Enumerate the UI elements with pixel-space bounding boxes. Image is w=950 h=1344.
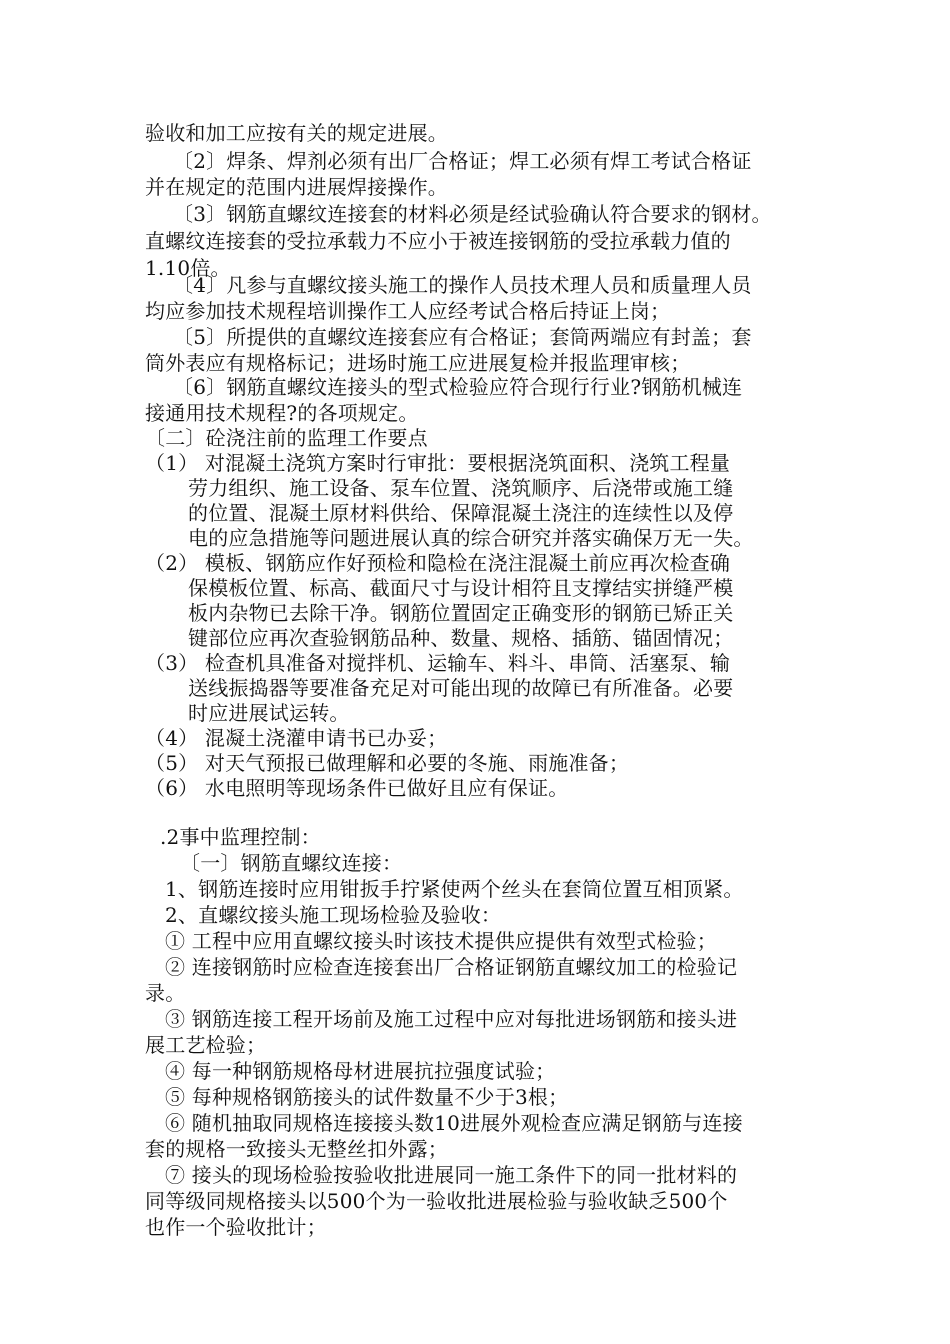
text-line: 并在规定的范围内进展焊接操作。 <box>145 175 448 199</box>
text-line: 劳力组织、施工设备、泵车位置、浇筑顺序、后浇带或施工缝 <box>188 476 734 500</box>
text-line: 电的应急措施等问题进展认真的综合研究并落实确保万无一失。 <box>188 526 754 550</box>
text-line: （6） 水电照明等现场条件已做好且应有保证。 <box>145 776 569 800</box>
text-line: 1、钢筋连接时应用钳扳手拧紧使两个丝头在套筒位置互相顶紧。 <box>165 877 744 901</box>
text-line: （3） 检查机具准备对搅拌机、运输车、料斗、串筒、活塞泵、输 <box>145 651 731 675</box>
text-line: ③ 钢筋连接工程开场前及施工过程中应对每批进场钢筋和接头进 <box>165 1007 738 1031</box>
section-heading: 〔二〕砼浇注前的监理工作要点 <box>145 426 428 450</box>
text-line: ⑤ 每种规格钢筋接头的试件数量不少于3根； <box>165 1085 569 1109</box>
text-line: （4） 混凝土浇灌申请书已办妥； <box>145 726 448 750</box>
text-line: 均应参加技术规程培训操作工人应经考试合格后持证上岗； <box>145 299 671 323</box>
text-line: 〔2〕焊条、焊剂必须有出厂合格证；焊工必须有焊工考试合格证 <box>173 149 752 173</box>
text-line: （5） 对天气预报已做理解和必要的冬施、雨施准备； <box>145 751 630 775</box>
text-line: （1） 对混凝土浇筑方案时行审批：要根据浇筑面积、浇筑工程量 <box>145 451 731 475</box>
text-line: ④ 每一种钢筋规格母材进展抗拉强度试验； <box>165 1059 556 1083</box>
text-line: 板内杂物已去除干净。钢筋位置固定正确变形的钢筋已矫正关 <box>188 601 734 625</box>
text-line: 〔5〕所提供的直螺纹连接套应有合格证；套筒两端应有封盖；套 <box>173 325 752 349</box>
text-line: 〔6〕钢筋直螺纹连接头的型式检验应符合现行行业?钢筋机械连 <box>173 375 743 399</box>
text-line: 接通用技术规程?的各项规定。 <box>145 401 419 425</box>
text-line: （2） 模板、钢筋应作好预检和隐检在浇注混凝土前应再次检查确 <box>145 551 731 575</box>
text-line: ① 工程中应用直螺纹接头时该技术提供应提供有效型式检验； <box>165 929 717 953</box>
text-line: 录。 <box>145 981 186 1005</box>
text-line: 筒外表应有规格标记；进场时施工应进展复检并报监理审核； <box>145 351 691 375</box>
text-line: 保模板位置、标高、截面尺寸与设计相符且支撑结实拼缝严模 <box>188 576 734 600</box>
text-line: 也作一个验收批计； <box>145 1215 327 1239</box>
text-line: 〔4〕凡参与直螺纹接头施工的操作人员技术理人员和质量理人员 <box>173 273 752 297</box>
text-line: 的位置、混凝土原材料供给、保障混凝土浇注的连续性以及停 <box>188 501 734 525</box>
text-line: 〔3〕钢筋直螺纹连接套的材料必须是经试验确认符合要求的钢材。 <box>173 202 772 226</box>
text-line: 键部位应再次查验钢筋品种、数量、规格、插筋、锚固情况； <box>188 626 734 650</box>
text-line: ⑦ 接头的现场检验按验收批进展同一施工条件下的同一批材料的 <box>165 1163 738 1187</box>
text-line: 2、直螺纹接头施工现场检验及验收： <box>165 903 502 927</box>
text-line: 展工艺检验； <box>145 1033 267 1057</box>
text-line: 直螺纹连接套的受拉承载力不应小于被连接钢筋的受拉承载力值的 <box>145 229 731 253</box>
section-heading: .2事中监理控制： <box>160 825 321 849</box>
text-line: 1.10倍。 <box>145 256 231 280</box>
text-line: 验收和加工应按有关的规定进展。 <box>145 121 448 145</box>
text-line: ② 连接钢筋时应检查连接套出厂合格证钢筋直螺纹加工的检验记 <box>165 955 738 979</box>
text-line: ⑥ 随机抽取同规格连接接头数10进展外观检查应满足钢筋与连接 <box>165 1111 743 1135</box>
text-line: 送线振捣器等要准备充足对可能出现的故障已有所准备。必要 <box>188 676 734 700</box>
subsection-heading: 〔一〕钢筋直螺纹连接： <box>180 851 403 875</box>
text-line: 套的规格一致接头无整丝扣外露； <box>145 1137 448 1161</box>
text-line: 时应进展试运转。 <box>188 701 350 725</box>
text-line: 同等级同规格接头以500个为一验收批进展检验与验收缺乏500个 <box>145 1189 728 1213</box>
